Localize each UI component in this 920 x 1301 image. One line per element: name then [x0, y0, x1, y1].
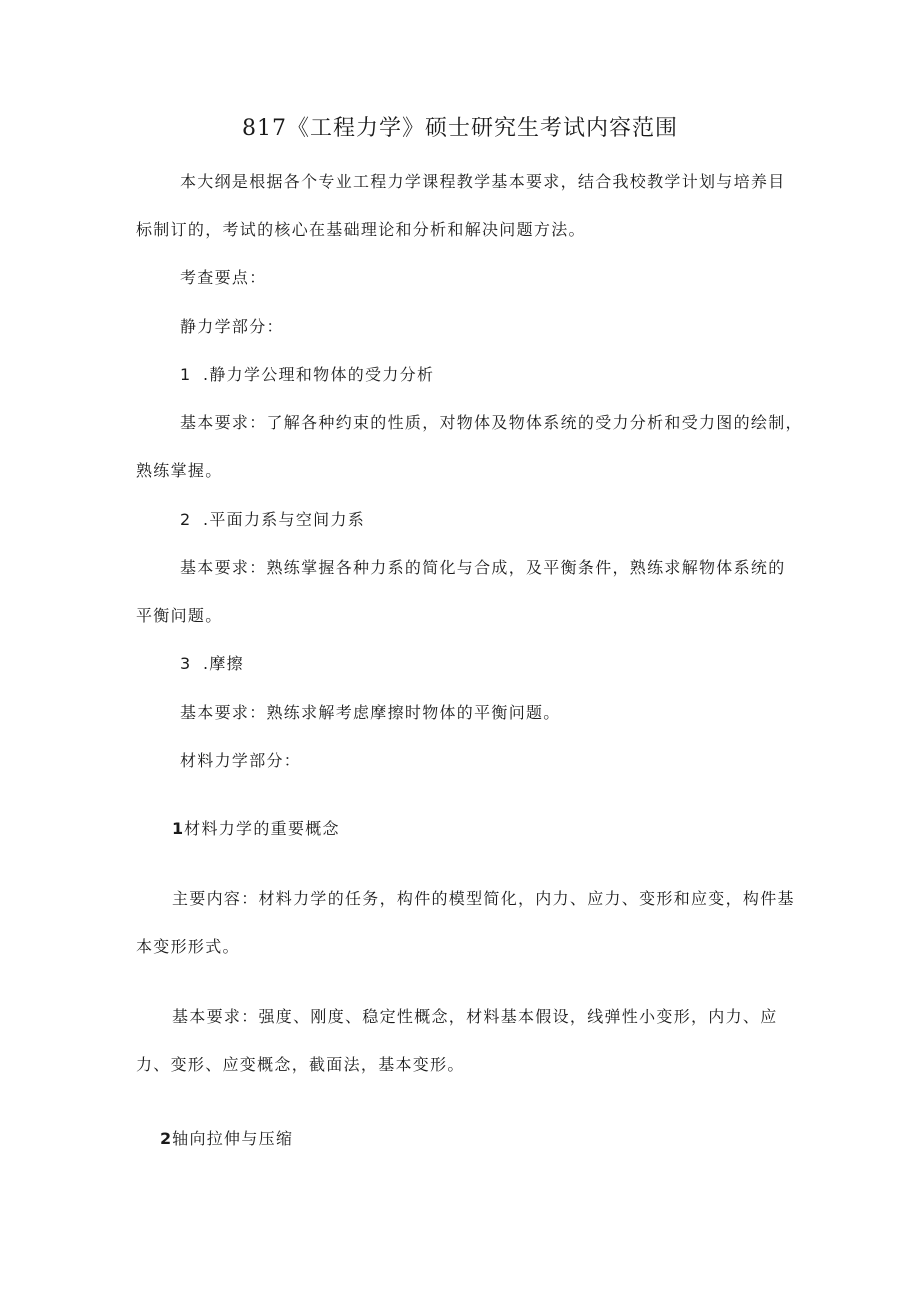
materials-item-1-number: 1 [172, 819, 184, 838]
statics-item-1-number: 1 [180, 365, 191, 384]
materials-item-1-title [172, 817, 340, 841]
statics-item-2-label: .平面力系与空间力系 [202, 510, 366, 529]
intro-line-2: 标制订的，考试的核心在基础理论和分析和解决问题方法。 [136, 220, 586, 239]
materials-item-1-content-line-2: 本变形形式。 [136, 937, 240, 956]
materials-item-1-requirement-line-1: 基本要求：强度、刚度、稳定性概念，材料基本假设，线弹性小变形，内力、应 [172, 1007, 778, 1026]
statics-item-3-number: 3 [180, 654, 191, 673]
statics-item-2-requirement-line-1: 基本要求：熟练掌握各种力系的简化与合成，及平衡条件，熟练求解物体系统的 [180, 558, 786, 577]
statics-item-3-title [180, 652, 244, 676]
statics-item-1-requirement-line-1: 基本要求：了解各种约束的性质，对物体及物体系统的受力分析和受力图的绘制， [180, 413, 803, 432]
statics-item-3-requirement-line-1: 基本要求：熟练求解考虑摩擦时物体的平衡问题。 [180, 703, 561, 722]
materials-item-2-label: 轴向拉伸与压缩 [172, 1129, 294, 1148]
statics-item-2-requirement-line-2: 平衡问题。 [136, 606, 223, 625]
materials-item-1-content-line-1: 主要内容：材料力学的任务，构件的模型简化，内力、应力、变形和应变，构件基 [172, 889, 795, 908]
statics-item-1-title [180, 363, 434, 387]
key-points-heading: 考查要点： [180, 268, 267, 287]
statics-item-1-label: .静力学公理和物体的受力分析 [202, 365, 435, 384]
statics-item-2-number: 2 [180, 510, 191, 529]
intro-line-1: 本大纲是根据各个专业工程力学课程教学基本要求，结合我校教学计划与培养目 [180, 172, 786, 191]
materials-heading: 材料力学部分： [180, 751, 302, 770]
statics-item-1-requirement-line-2: 熟练掌握。 [136, 461, 223, 480]
statics-heading: 静力学部分： [180, 317, 284, 336]
document-title: 817《工程力学》硕士研究生考试内容范围 [242, 116, 678, 141]
materials-item-1-requirement-line-2: 力、变形、应变概念，截面法，基本变形。 [136, 1055, 465, 1074]
materials-item-2-number: 2 [160, 1129, 172, 1148]
materials-item-1-label: 材料力学的重要概念 [184, 819, 340, 838]
materials-item-2-title [160, 1127, 293, 1151]
statics-item-2-title [180, 508, 365, 532]
statics-item-3-label: .摩擦 [202, 654, 244, 673]
